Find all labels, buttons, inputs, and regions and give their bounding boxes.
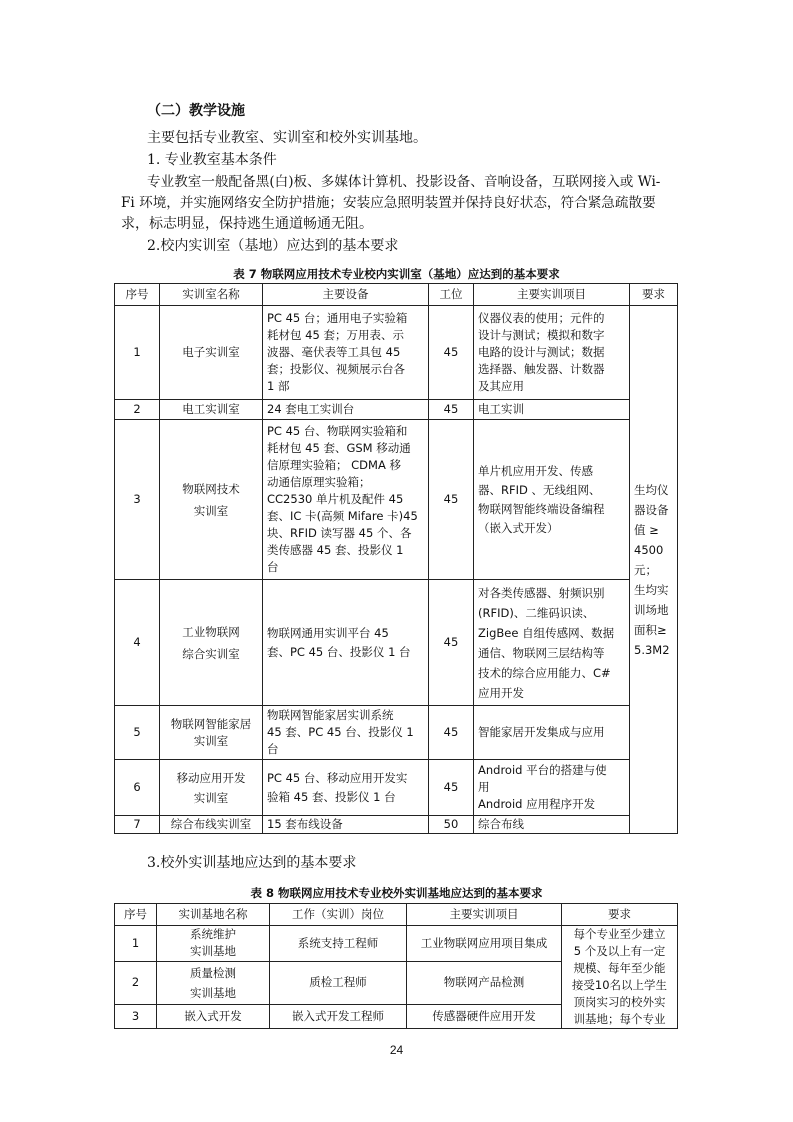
table-row xyxy=(115,706,678,760)
header-cell: 要求 xyxy=(562,904,678,926)
training-items-cell: 电工实训 xyxy=(474,400,630,420)
header-cell: 主要实训项目 xyxy=(474,284,630,306)
header-cell: 主要设备 xyxy=(263,284,429,306)
table-row xyxy=(115,926,678,962)
header-cell: 要求 xyxy=(630,284,678,306)
row-number: 2 xyxy=(115,961,157,1004)
base-name: 嵌入式开发 xyxy=(157,1004,270,1028)
seats-cell: 45 xyxy=(429,760,474,816)
base-name: 系统维护 实训基地 xyxy=(157,926,270,962)
header-cell: 实训基地名称 xyxy=(157,904,270,926)
paragraph-line: 求，标志明显，保持逃生通道畅通无阻。 xyxy=(121,216,373,232)
base-name: 质量检测 实训基地 xyxy=(157,961,270,1004)
seats-cell: 45 xyxy=(429,420,474,580)
table-row xyxy=(115,420,678,580)
equipment-cell: PC 45 台、移动应用开发实 验箱 45 套、投影仪 1 台 xyxy=(263,760,429,816)
seats-cell: 45 xyxy=(429,306,474,400)
equipment-cell: 物联网通用实训平台 45 套、PC 45 台、投影仪 1 台 xyxy=(263,580,429,706)
training-items-cell: 综合布线 xyxy=(474,816,630,834)
table-row xyxy=(115,580,678,706)
seats-cell: 45 xyxy=(429,580,474,706)
training-items-cell: 对各类传感器、射频识别 (RFID)、二维码识读、 ZigBee 自组传感网、数据 通信、物联网三层结构等 技术的综合应用能力、C# 应用开发 xyxy=(474,580,630,706)
table8 xyxy=(114,903,678,1029)
subsection-2-title: 2.校内实训室（基地）应达到的基本要求 xyxy=(147,238,399,254)
table7-caption: 表 7 物联网应用技术专业校内实训室（基地）应达到的基本要求 xyxy=(233,267,560,281)
table-row xyxy=(115,306,678,400)
training-items-cell: 仪器仪表的使用；元件的 设计与测试；模拟和数字 电路的设计与测试；数据 选择器、触发器、计数器 及其应用 xyxy=(474,306,630,400)
seats-cell: 50 xyxy=(429,816,474,834)
header-cell: 实训室名称 xyxy=(160,284,263,306)
header-cell: 工作（实训）岗位 xyxy=(270,904,407,926)
room-name: 电子实训室 xyxy=(160,306,263,400)
section-heading: （二）教学设施 xyxy=(147,103,245,119)
row-number: 5 xyxy=(115,706,160,760)
subsection-3-title: 3.校外实训基地应达到的基本要求 xyxy=(147,855,357,871)
room-name: 电工实训室 xyxy=(160,400,263,420)
table-header-row xyxy=(115,284,678,306)
table-row xyxy=(115,816,678,834)
row-number: 6 xyxy=(115,760,160,816)
row-number: 4 xyxy=(115,580,160,706)
requirement-cell: 每个专业至少建立 5 个及以上有一定 规模、每年至少能 接受10名以上学生 顶岗实习的校外实 训基地；每个专业 xyxy=(562,926,678,1029)
row-number: 3 xyxy=(115,1004,157,1028)
table-header-row xyxy=(115,904,678,926)
intro-text: 主要包括专业教室、实训室和校外实训基地。 xyxy=(147,130,427,146)
requirement-cell: 生均仪 器设备 值 ≥ 4500 元； 生均实 训场地 面积≥ 5.3M2 xyxy=(630,306,678,834)
header-cell: 序号 xyxy=(115,904,157,926)
paragraph-line: Fi 环境，并实施网络安全防护措施；安装应急照明装置并保持良好状态，符合紧急疏散要 xyxy=(121,195,656,211)
training-items-cell: 单片机应用开发、传感 器、RFID 、无线组网、 物联网智能终端设备编程 （嵌入式开发） xyxy=(474,420,630,580)
row-number: 2 xyxy=(115,400,160,420)
paragraph-line: 专业教室一般配备黑(白)板、多媒体计算机、投影设备、音响设备，互联网接入或 Wi- xyxy=(147,174,661,190)
post-cell: 系统支持工程师 xyxy=(270,926,407,962)
equipment-cell: 物联网智能家居实训系统 45 套、PC 45 台、投影仪 1 台 xyxy=(263,706,429,760)
table7 xyxy=(114,283,678,834)
training-items-cell: 智能家居开发集成与应用 xyxy=(474,706,630,760)
equipment-cell: PC 45 台；通用电子实验箱 耗材包 45 套；万用表、示 波器、毫伏表等工具包 45 套；投影仪、视频展示台各 1 部 xyxy=(263,306,429,400)
table-row xyxy=(115,400,678,420)
header-cell: 工位 xyxy=(429,284,474,306)
seats-cell: 45 xyxy=(429,706,474,760)
room-name: 移动应用开发 实训室 xyxy=(160,760,263,816)
subsection-1-title: 1. 专业教室基本条件 xyxy=(147,152,277,168)
room-name: 工业物联网 综合实训室 xyxy=(160,580,263,706)
equipment-cell: 24 套电工实训台 xyxy=(263,400,429,420)
room-name: 综合布线实训室 xyxy=(160,816,263,834)
equipment-cell: PC 45 台、物联网实验箱和 耗材包 45 套、GSM 移动通 信原理实验箱； CDMA 移 动通信原理实验箱； CC2530 单片机及配件 45 套、IC 卡(高频 Mifare 卡)45 块、RFID 读写器 45 个、各 类传感器 45 套、投影仪 1 台 xyxy=(263,420,429,580)
training-item-cell: 工业物联网应用项目集成 xyxy=(407,926,562,962)
equipment-cell: 15 套布线设备 xyxy=(263,816,429,834)
header-cell: 主要实训项目 xyxy=(407,904,562,926)
training-item-cell: 传感器硬件应用开发 xyxy=(407,1004,562,1028)
seats-cell: 45 xyxy=(429,400,474,420)
table-row xyxy=(115,760,678,816)
row-number: 7 xyxy=(115,816,160,834)
room-name: 物联网技术 实训室 xyxy=(160,420,263,580)
post-cell: 质检工程师 xyxy=(270,961,407,1004)
room-name: 物联网智能家居 实训室 xyxy=(160,706,263,760)
post-cell: 嵌入式开发工程师 xyxy=(270,1004,407,1028)
table8-caption: 表 8 物联网应用技术专业校外实训基地应达到的基本要求 xyxy=(250,886,543,900)
training-item-cell: 物联网产品检测 xyxy=(407,961,562,1004)
header-cell: 序号 xyxy=(115,284,160,306)
page-number: 24 xyxy=(389,1043,404,1057)
row-number: 1 xyxy=(115,926,157,962)
row-number: 1 xyxy=(115,306,160,400)
row-number: 3 xyxy=(115,420,160,580)
training-items-cell: Android 平台的搭建与使 用 Android 应用程序开发 xyxy=(474,760,630,816)
